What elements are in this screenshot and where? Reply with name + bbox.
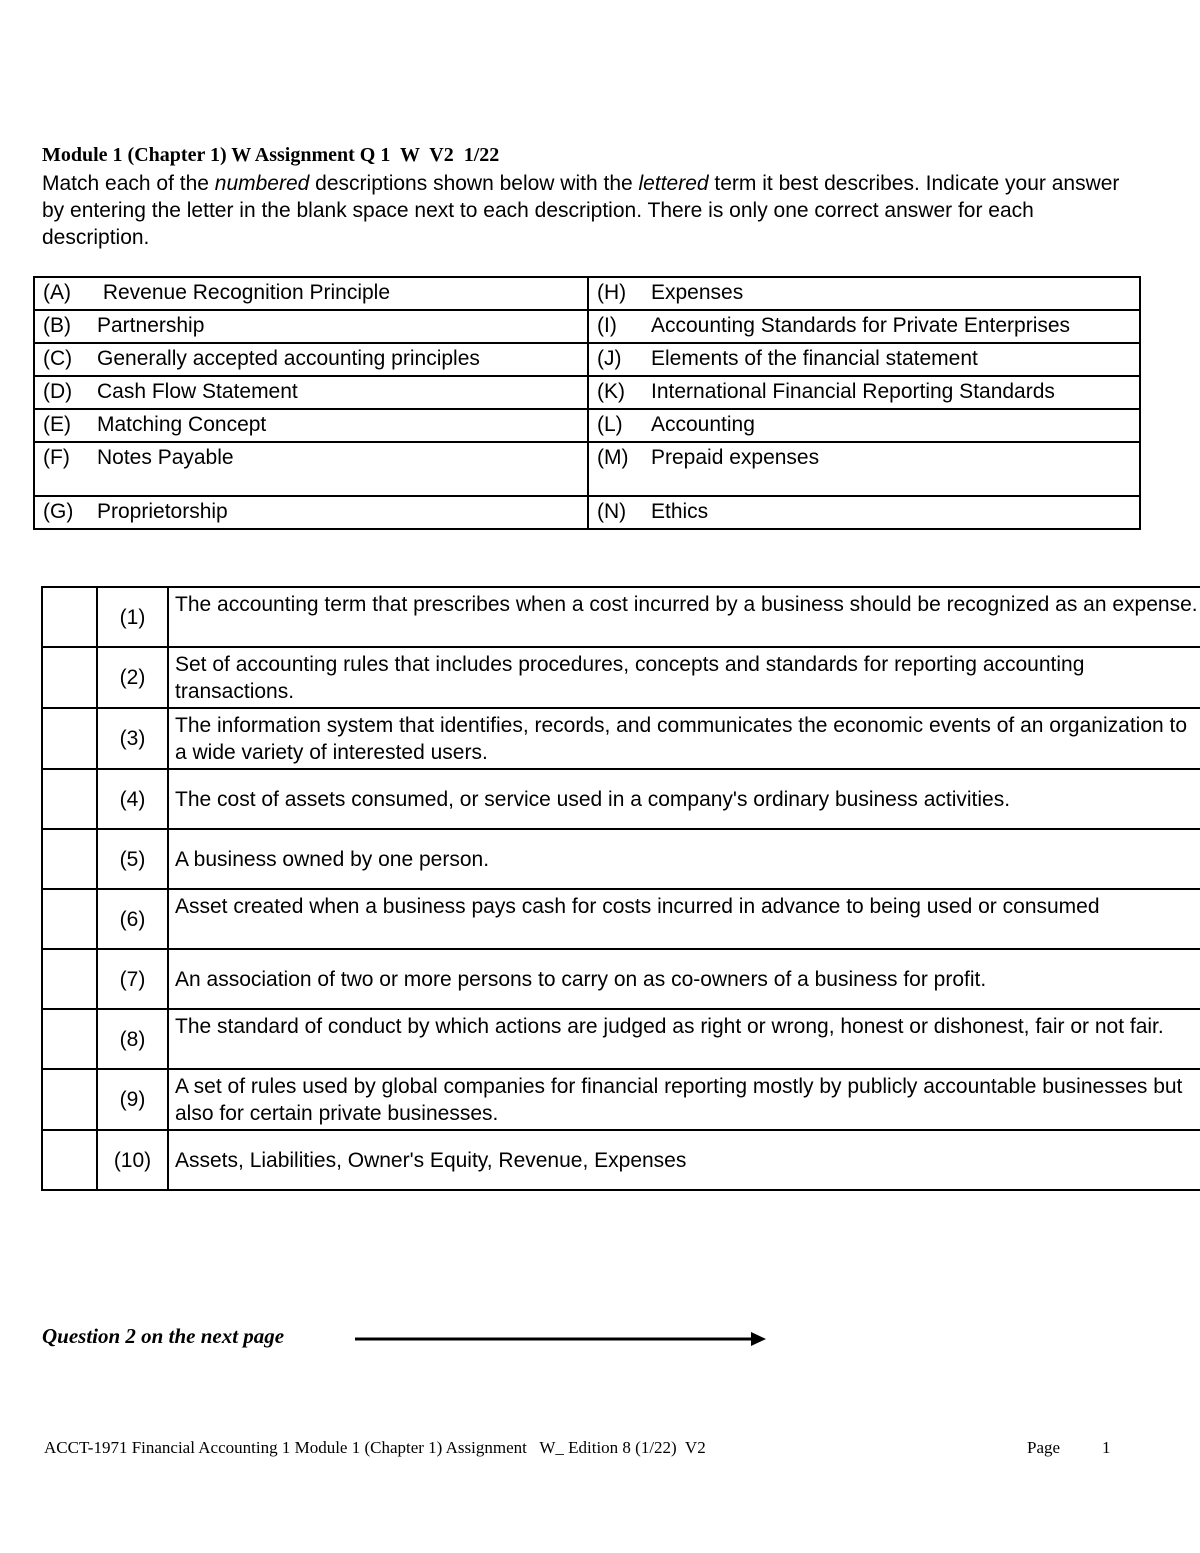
description-text: An association of two or more persons to carry on as co-owners of a business for profit. [168,949,1200,1009]
answer-blank[interactable] [42,647,97,708]
arrow-right-icon [355,1330,767,1353]
term-text: Partnership [97,314,205,337]
terms-row [34,376,1140,409]
descriptions-table [41,586,1200,1191]
term-letter: (A) [43,281,71,304]
description-row [42,587,1200,647]
answer-blank[interactable] [42,769,97,829]
terms-row [34,277,1140,310]
term-cell [34,343,588,376]
term-cell [34,442,588,496]
description-number: (3) [97,708,168,769]
term-letter: (G) [43,500,74,523]
terms-table [33,276,1141,530]
answer-blank[interactable] [42,949,97,1009]
term-cell [34,409,588,442]
description-number: (6) [97,889,168,949]
answer-blank[interactable] [42,1009,97,1069]
assignment-title: Module 1 (Chapter 1) W Assignment Q 1 W V2 1/22 [42,144,500,166]
instructions [42,170,1142,251]
footer-course-text: ACCT-1971 Financial Accounting 1 Module 1 (Chapter 1) Assignment W_ Edition 8 (1/22) V2 [44,1438,706,1457]
instructions-emphasis-numbered: numbered [214,172,310,195]
terms-row [34,310,1140,343]
term-letter: (L) [597,413,623,436]
term-text: Generally accepted accounting principles [97,347,480,370]
footer-page-number: 1 [1102,1438,1111,1457]
description-text: Asset created when a business pays cash for costs incurred in advance to being used or consumed [168,889,1200,949]
description-text: The accounting term that prescribes when a cost incurred by a business should be recognized as an expense. [168,587,1200,647]
term-letter: (K) [597,380,625,403]
term-cell [588,376,1140,409]
description-text: Set of accounting rules that includes procedures, concepts and standards for reporting accounting transactions. [168,647,1200,708]
term-text: Elements of the financial statement [651,347,978,370]
term-text: Prepaid expenses [651,446,820,469]
term-text: Notes Payable [97,446,234,469]
instructions-text-2: descriptions shown below with the [309,172,639,195]
answer-blank[interactable] [42,1069,97,1130]
term-text: Matching Concept [97,413,267,436]
description-row [42,1069,1200,1130]
answer-blank[interactable] [42,829,97,889]
term-letter: (I) [597,314,617,337]
terms-row [34,496,1140,529]
description-number: (9) [97,1069,168,1130]
description-row [42,769,1200,829]
description-row [42,1009,1200,1069]
description-row [42,708,1200,769]
description-number: (2) [97,647,168,708]
instructions-text-1: Match each of the [42,172,215,195]
description-number: (4) [97,769,168,829]
term-cell [34,496,588,529]
answer-blank[interactable] [42,1130,97,1190]
description-row [42,949,1200,1009]
description-number: (8) [97,1009,168,1069]
term-cell [588,343,1140,376]
terms-row [34,343,1140,376]
term-text: Cash Flow Statement [97,380,298,403]
answer-blank[interactable] [42,587,97,647]
term-text: Proprietorship [97,500,228,523]
term-cell [588,442,1140,496]
description-text: A set of rules used by global companies for financial reporting mostly by publicly accountable businesses but also for certain private businesses. [168,1069,1200,1130]
term-letter: (D) [43,380,73,403]
term-letter: (C) [43,347,73,370]
footer-page-label: Page [1027,1438,1061,1457]
term-cell [588,277,1140,310]
description-text: The information system that identifies, records, and communicates the economic events of an organization to a wide variety of interested users. [168,708,1200,769]
term-text: Expenses [651,281,744,304]
term-text: Revenue Recognition Principle [97,281,391,304]
term-cell [588,310,1140,343]
description-text: A business owned by one person. [168,829,1200,889]
term-letter: (H) [597,281,627,304]
description-text: The cost of assets consumed, or service used in a company's ordinary business activities. [168,769,1200,829]
term-letter: (B) [43,314,71,337]
answer-blank[interactable] [42,708,97,769]
term-text: International Financial Reporting Standards [651,380,1055,403]
term-cell [588,496,1140,529]
answer-blank[interactable] [42,889,97,949]
description-row [42,647,1200,708]
term-letter: (M) [597,446,629,469]
term-cell [34,376,588,409]
description-row [42,889,1200,949]
instructions-emphasis-lettered: lettered [638,172,709,195]
term-text: Accounting Standards for Private Enterprises [651,314,1071,337]
description-text: Assets, Liabilities, Owner's Equity, Revenue, Expenses [168,1130,1200,1190]
term-letter: (J) [597,347,622,370]
term-letter: (F) [43,446,70,469]
term-cell [588,409,1140,442]
next-page-note: Question 2 on the next page [42,1324,285,1348]
terms-row [34,442,1140,496]
description-text: The standard of conduct by which actions are judged as right or wrong, honest or dishonest, fair or not fair. [168,1009,1200,1069]
term-text: Accounting [651,413,755,436]
term-cell [34,277,588,310]
description-number: (7) [97,949,168,1009]
description-number: (10) [97,1130,168,1190]
description-row [42,829,1200,889]
instructions-text-3: term it best describes. Indicate your answer by entering the letter in the blank space next to each description. There is only one correct answer for each description. [42,172,1120,249]
description-number: (5) [97,829,168,889]
term-cell [34,310,588,343]
term-text: Ethics [651,500,709,523]
description-number: (1) [97,587,168,647]
term-letter: (E) [43,413,71,436]
description-row [42,1130,1200,1190]
term-letter: (N) [597,500,627,523]
terms-row [34,409,1140,442]
